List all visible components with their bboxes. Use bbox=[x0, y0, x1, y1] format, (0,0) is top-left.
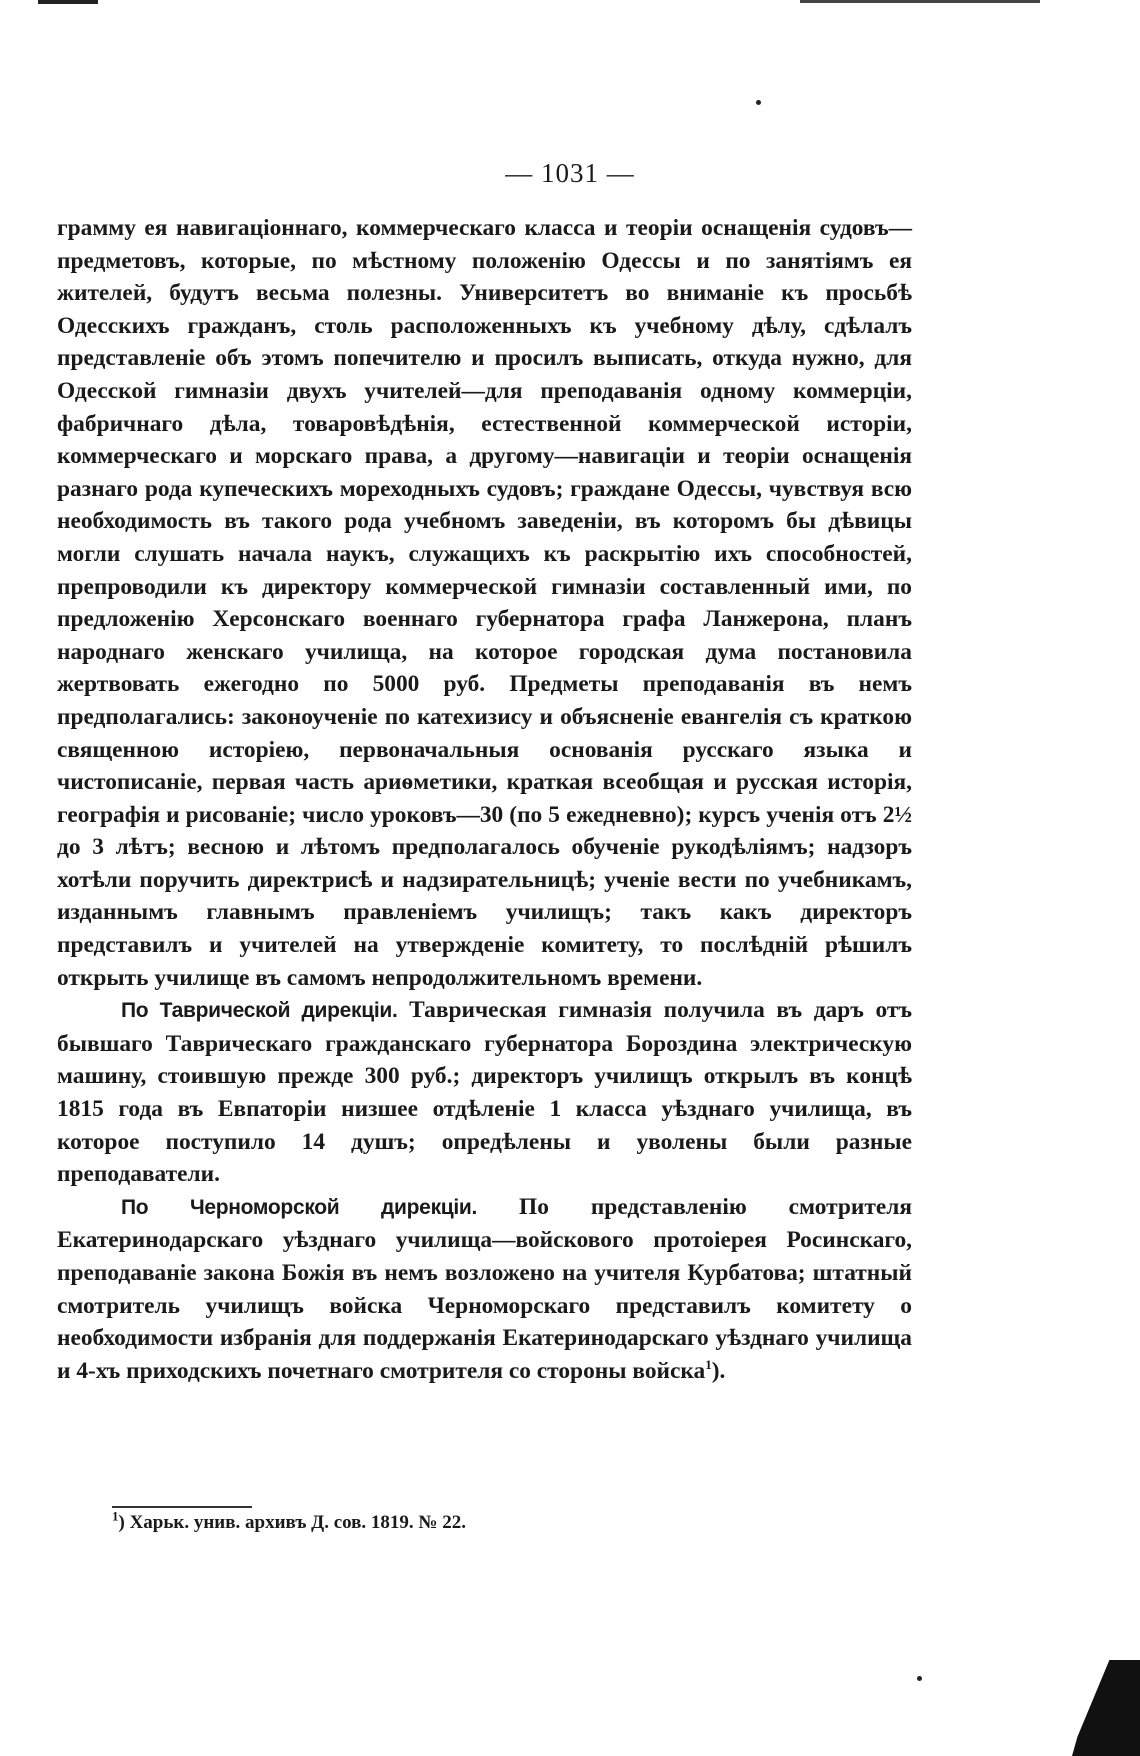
footnote-separator bbox=[112, 1506, 252, 1508]
footnote-reference[interactable]: 1 bbox=[705, 1356, 712, 1372]
paragraph-taurida bbox=[57, 994, 912, 1191]
section-heading-taurida: По Таврической дирекціи. bbox=[121, 999, 398, 1023]
paragraph-text: Таврическая гимназія получила въ даръ отъ бывшаго Таврическаго гражданскаго губернатора Бороздина электрическую машину, стоившую прежде 300 руб.; директоръ училищъ открылъ въ концѣ 1815 года въ Евпаторіи низшее отдѣленіе 1 класса уѣзднаго училища, въ которое поступило 14 душъ; опредѣлены и уволены были разные преподаватели. bbox=[57, 997, 912, 1188]
section-heading-black-sea: По Черноморской дирекціи. bbox=[121, 1195, 478, 1219]
paragraph-tail: ). bbox=[711, 1357, 726, 1384]
footnote-text: ) Харьк. унив. архивъ Д. сов. 1819. № 22. bbox=[118, 1512, 467, 1533]
footnote-mark: 1 bbox=[112, 1508, 119, 1524]
scan-corner-mark bbox=[1072, 1660, 1140, 1756]
scan-speck bbox=[917, 1676, 922, 1681]
scan-edge-mark-left bbox=[38, 0, 98, 4]
paragraph-continued bbox=[57, 212, 912, 994]
paragraph-text: По представленію смотрителя Екатеринодарскаго уѣзднаго училища—войскового протоіерея Росинскаго, преподаваніе закона Божія въ немъ возложено на учителя Курбатова; штатный смотритель училищъ войска Черноморскаго представилъ комитету о необходимости избранія для поддержанія Екатеринодарскаго уѣзднаго училища и 4-хъ приходскихъ почетнаго смотрителя со стороны войска bbox=[57, 1193, 912, 1384]
paragraph-black-sea bbox=[57, 1191, 912, 1388]
page-number: — 1031 — bbox=[505, 158, 635, 188]
scan-edge-mark-right bbox=[800, 0, 1040, 3]
footnote bbox=[112, 1510, 912, 1536]
scan-speck bbox=[756, 100, 761, 105]
paragraph-text: грамму ея навигаціоннаго, коммерческаго класса и теоріи оснащенія судовъ—предметовъ, которые, по мѣстному положенію Одессы и по занятіямъ ея жителей, будутъ весьма полезны. Университетъ во вниманіе къ просьбѣ Одесскихъ гражданъ, столь расположенныхъ къ учебному дѣлу, сдѣлалъ представленіе объ этомъ попечителю и просилъ выписать, откуда нужно, для Одесской гимназіи двухъ учителей—для преподаванія одному коммерціи, фабричнаго дѣла, товаровѣдѣнія, естественной коммерческой исторіи, коммерческаго и морскаго права, а другому—навигаціи и теоріи оснащенія разнаго рода купеческихъ мореходныхъ судовъ; граждане Одессы, чувствуя всю необходимость въ такого рода учебномъ заведеніи, въ которомъ бы дѣвицы могли слушать начала наукъ, служащихъ къ раскрытію ихъ способностей, препроводили къ директору коммерческой гимназіи составленный ими, по предложенію Херсонскаго военнаго губернатора графа Ланжерона, планъ народнаго женскаго училища, на которое городская дума постановила жертвовать ежегодно по 5000 руб. Предметы преподаванія въ немъ предполагались: законоученіе по катехизису и объясненіе евангелія съ краткою священною исторіею, первоначальныя основанія русскаго языка и чистописаніе, первая часть ариѳметики, краткая всеобщая и русская исторія, географія и рисованіе; число уроковъ—30 (по 5 ежедневно); курсъ ученія отъ 2½ до 3 лѣтъ; весною и лѣтомъ предполагалось обученіе рукодѣліямъ; надзоръ хотѣли поручить директрисѣ и надзирательницѣ; ученіе вести по учебникамъ, изданнымъ главнымъ правленіемъ училищъ; такъ какъ директоръ представилъ и учителей на утвержденіе комитету, то послѣдній рѣшилъ открыть училище въ самомъ непродолжительномъ времени. bbox=[57, 215, 912, 991]
body-text bbox=[57, 212, 912, 1387]
